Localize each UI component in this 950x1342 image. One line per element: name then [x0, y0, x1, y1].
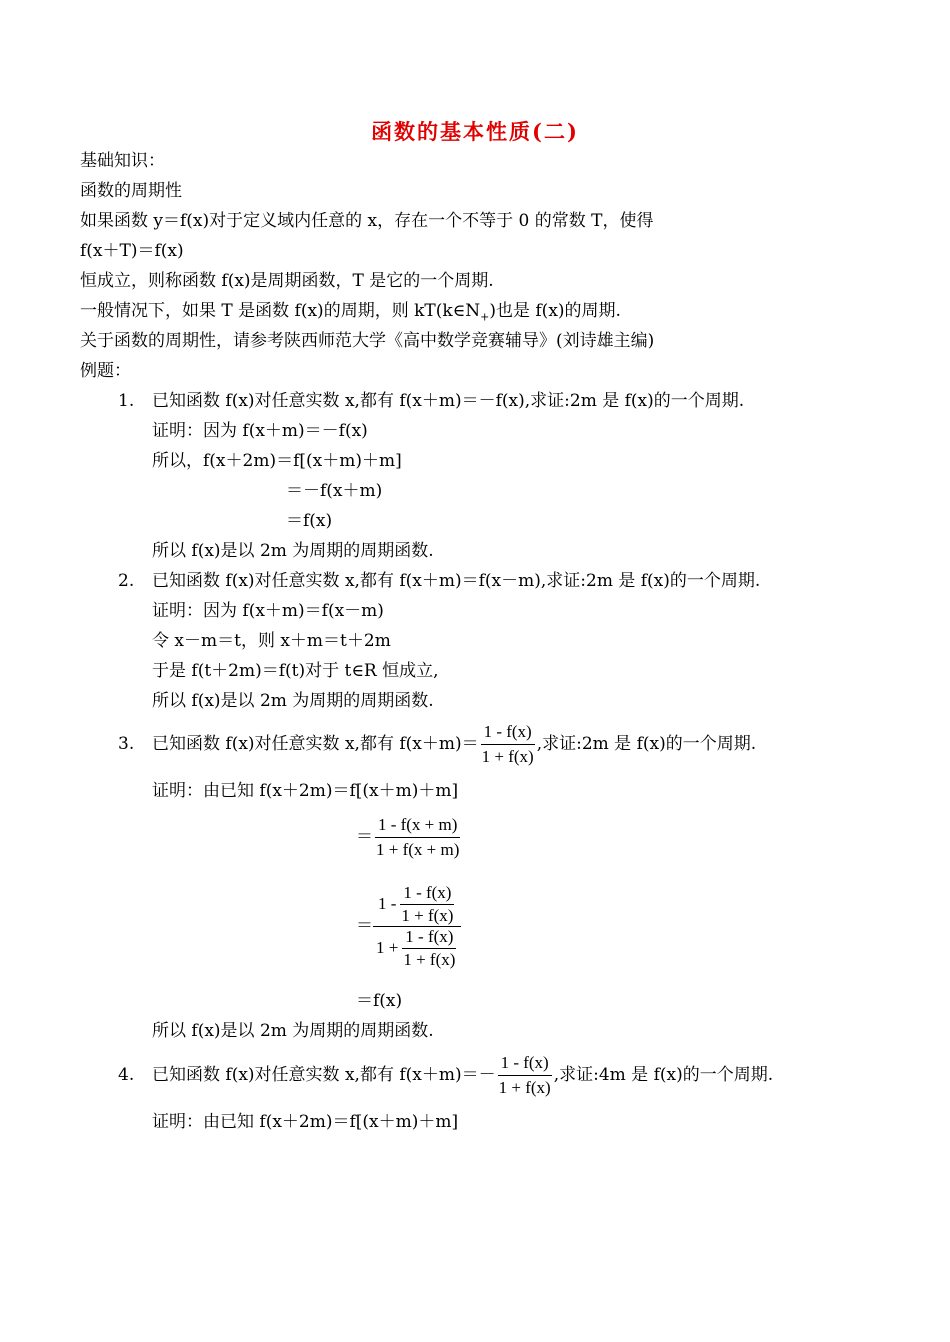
intro-line: 恒成立，则称函数 f(x)是周期函数，T 是它的一个周期. — [80, 271, 494, 291]
fraction — [373, 814, 462, 861]
fraction-numerator: 1 - f(x) — [481, 721, 535, 745]
fraction — [479, 721, 537, 768]
example-number: 1. — [118, 391, 135, 411]
proof-line: 证明：由已知 f(x＋2m)＝f[(x＋m)＋m] — [152, 1112, 459, 1132]
page-title: 函数的基本性质(二) — [371, 119, 579, 144]
intro-line: 如果函数 y＝f(x)对于定义域内任意的 x，存在一个不等于 0 的常数 T，使得 — [80, 211, 654, 231]
nested-numerator — [375, 883, 460, 926]
intro-text: )也是 f(x)的周期. — [489, 301, 621, 321]
fraction-denominator: 1 + f(x + m) — [376, 839, 460, 859]
proof-step — [356, 870, 461, 982]
fraction — [496, 1052, 554, 1099]
example-number: 2. — [118, 571, 135, 591]
intro-text: 一般情况下，如果 T 是函数 f(x)的周期，则 kT(k∈N — [80, 301, 481, 321]
proof-line: 证明：因为 f(x＋m)＝－f(x) — [152, 421, 368, 441]
denominator-prefix: 1 + — [376, 938, 399, 957]
example-statement: 已知函数 f(x)对任意实数 x,都有 f(x＋m)＝－f(x),求证:2m 是 f(x)的一个周期. — [152, 391, 745, 411]
statement-text: 已知函数 f(x)对任意实数 x,都有 f(x＋m)＝ — [152, 734, 479, 754]
proof-line: 证明：因为 f(x＋m)＝f(x－m) — [152, 601, 384, 621]
proof-line: ＝－f(x＋m) — [286, 481, 383, 501]
fraction-denominator: 1 + f(x) — [481, 746, 534, 766]
example-number: 3. — [118, 734, 135, 754]
equals-sign: ＝ — [356, 827, 373, 847]
fraction-numerator: 1 - f(x) — [400, 883, 454, 905]
fraction-numerator: 1 - f(x) — [402, 927, 456, 949]
example-number: 4. — [118, 1065, 135, 1085]
fraction — [398, 883, 456, 926]
nested-denominator — [373, 927, 461, 970]
equals-sign: ＝ — [356, 916, 373, 936]
intro-line: 关于函数的周期性，请参考陕西师范大学《高中数学竞赛辅导》(刘诗雄主编) — [80, 331, 655, 351]
intro-line — [80, 300, 621, 328]
fraction-numerator: 1 - f(x + m) — [375, 814, 460, 838]
proof-line: ＝f(x) — [356, 991, 403, 1011]
subscript: + — [480, 310, 490, 324]
fraction-numerator: 1 - f(x) — [498, 1052, 552, 1076]
fraction-denominator: 1 + f(x) — [498, 1077, 551, 1097]
intro-line: 函数的周期性 — [80, 181, 182, 201]
proof-line: 令 x－m＝t，则 x＋m＝t＋2m — [152, 631, 391, 651]
proof-line: 于是 f(t＋2m)＝f(t)对于 t∈R 恒成立, — [152, 661, 439, 681]
proof-step — [356, 810, 462, 864]
proof-line: ＝f(x) — [286, 511, 333, 531]
intro-line: f(x＋T)＝f(x) — [80, 241, 184, 261]
proof-line: 证明：由已知 f(x＋2m)＝f[(x＋m)＋m] — [152, 781, 459, 801]
fraction-denominator: 1 + f(x) — [403, 949, 456, 969]
statement-text: ,求证:4m 是 f(x)的一个周期. — [553, 1065, 774, 1085]
proof-line: 所以 f(x)是以 2m 为周期的周期函数. — [152, 1021, 434, 1041]
statement-text: ,求证:2m 是 f(x)的一个周期. — [536, 734, 757, 754]
proof-line: 所以 f(x)是以 2m 为周期的周期函数. — [152, 691, 434, 711]
example-statement — [152, 1049, 773, 1101]
intro-line: 基础知识： — [80, 151, 165, 171]
proof-line: 所以 f(x)是以 2m 为周期的周期函数. — [152, 541, 434, 561]
example-statement — [152, 718, 756, 770]
numerator-prefix: 1 - — [377, 894, 397, 913]
example-statement: 已知函数 f(x)对任意实数 x,都有 f(x＋m)＝f(x－m),求证:2m 是 f(x)的一个周期. — [152, 571, 761, 591]
statement-text: 已知函数 f(x)对任意实数 x,都有 f(x＋m)＝－ — [152, 1065, 496, 1085]
fraction-denominator: 1 + f(x) — [401, 905, 454, 925]
intro-line: 例题： — [80, 361, 131, 381]
fraction — [400, 927, 458, 970]
proof-line: 所以，f(x＋2m)＝f[(x＋m)＋m] — [152, 451, 402, 471]
nested-fraction — [373, 883, 461, 970]
